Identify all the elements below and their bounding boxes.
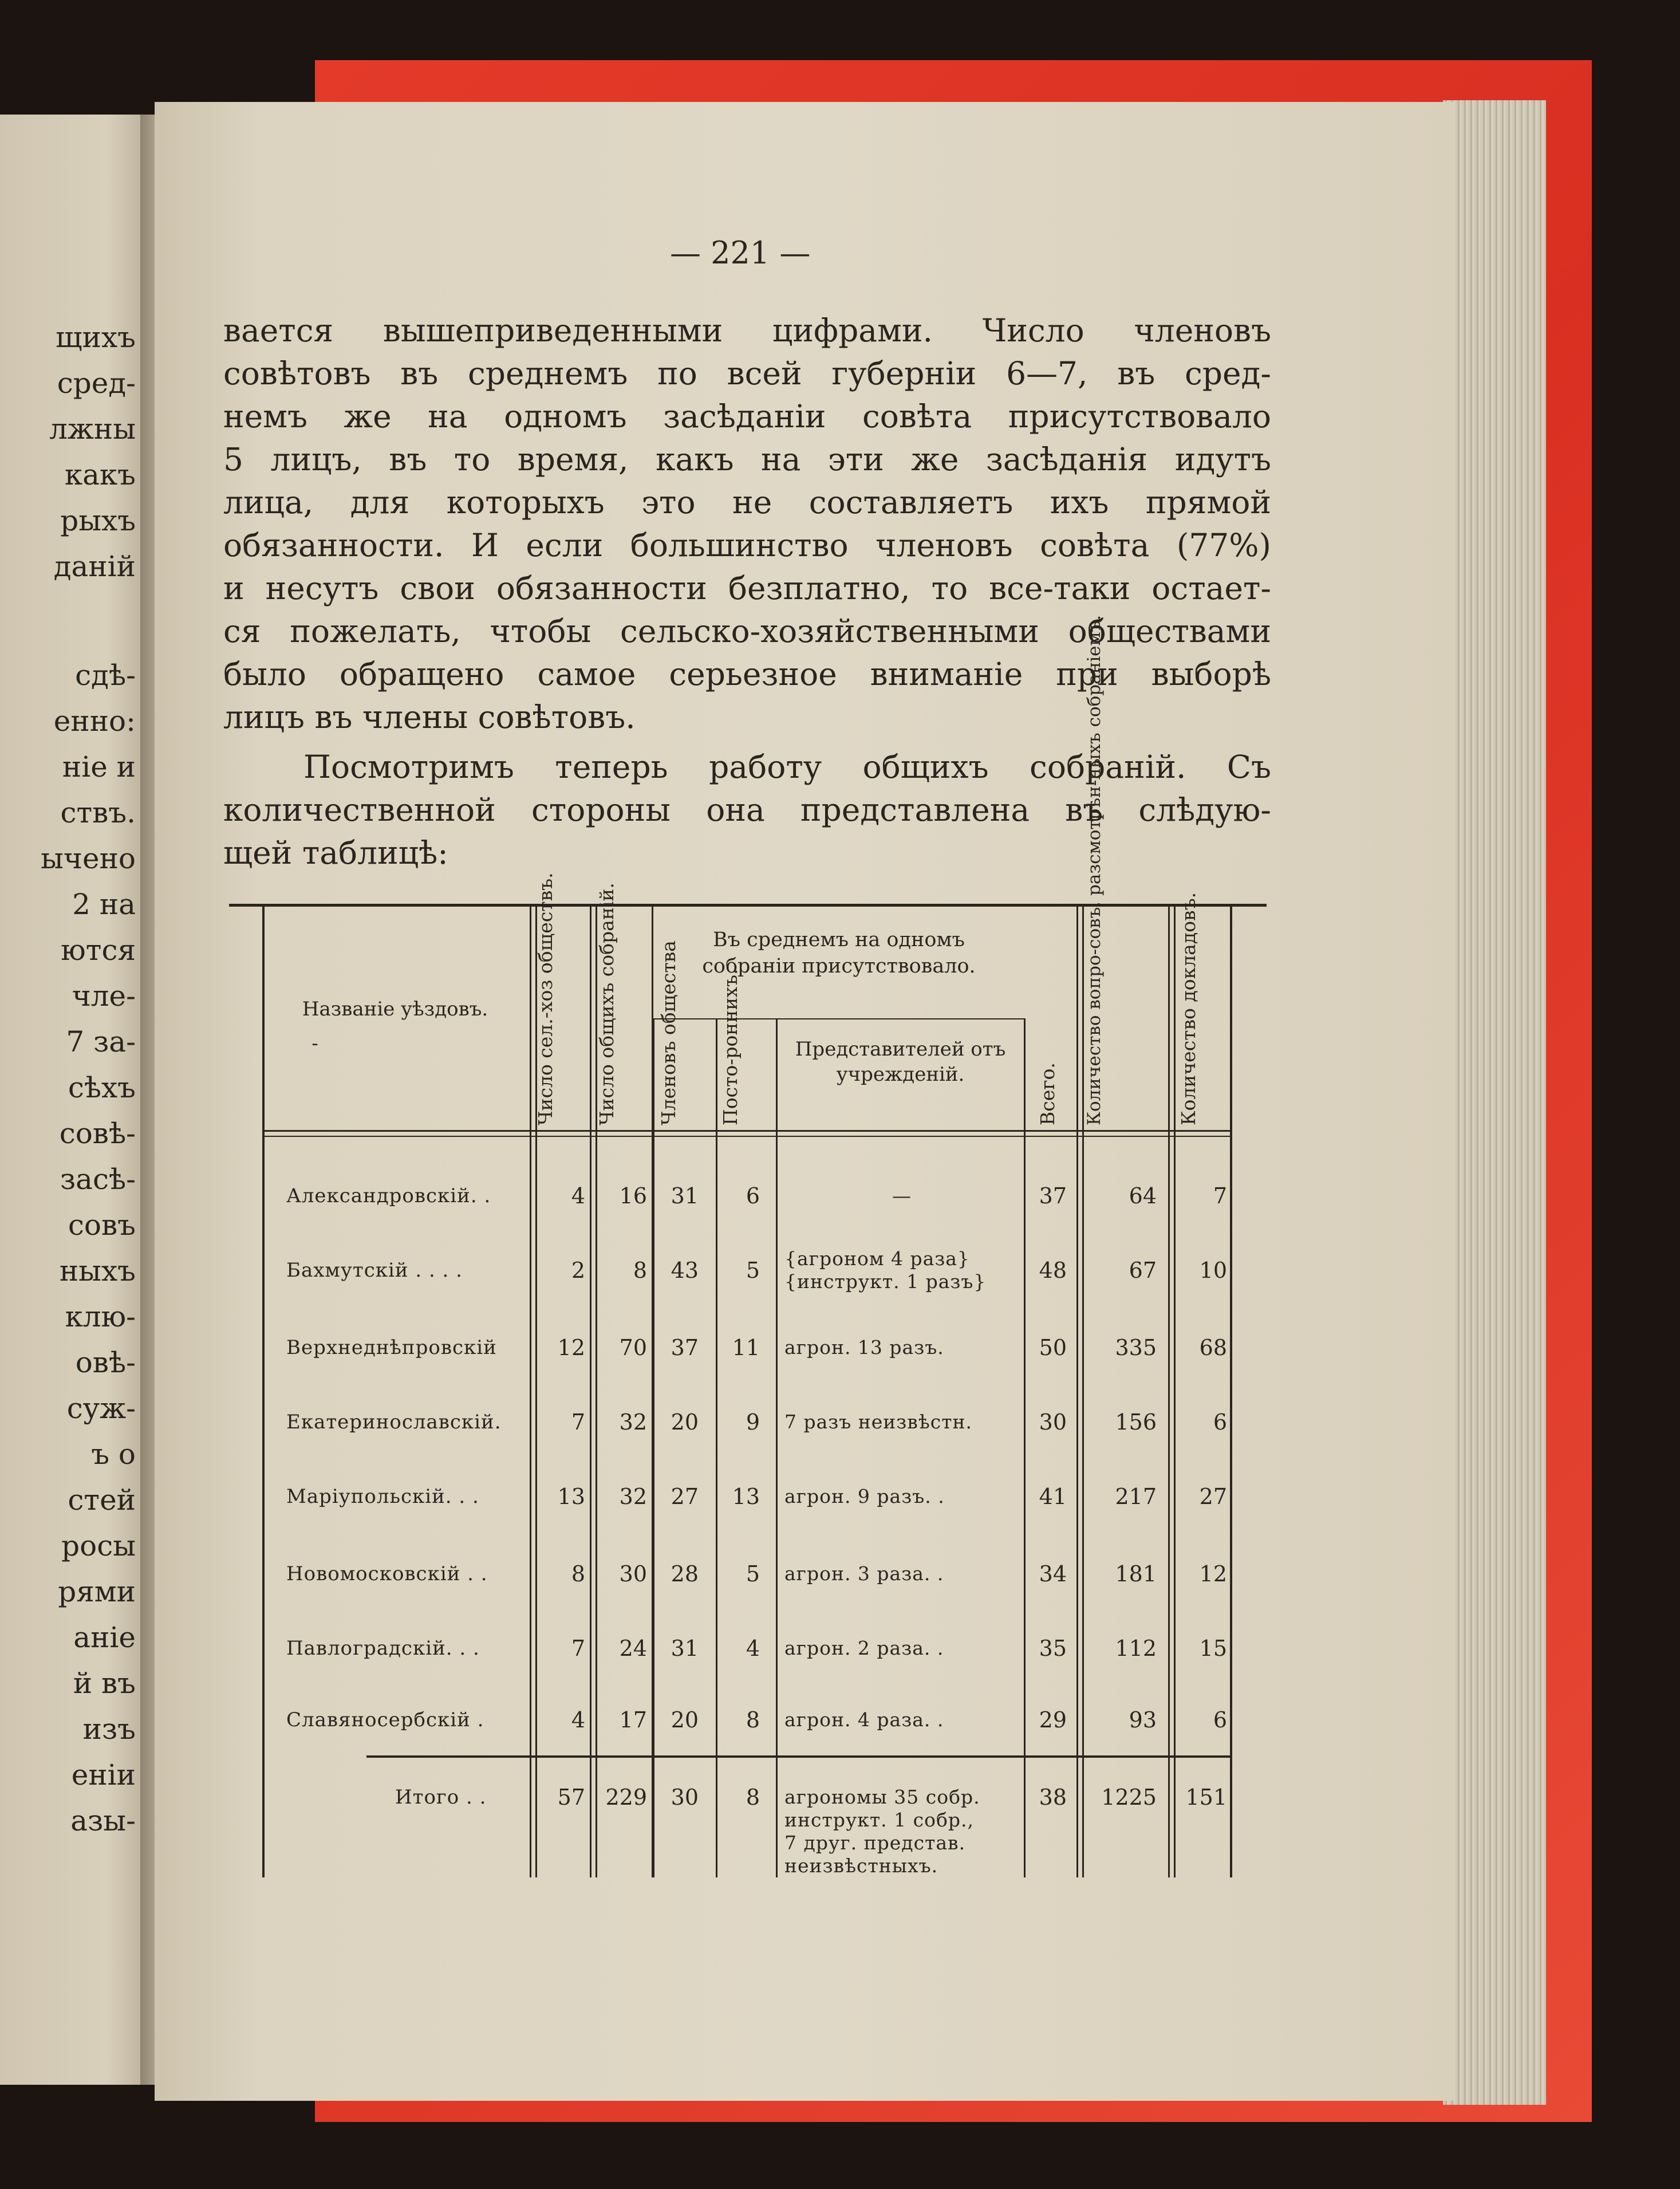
- cell-meetings: 70: [619, 1335, 647, 1360]
- cell-members: 27: [671, 1484, 699, 1509]
- text-line: вается вышеприведенными цифрами. Число членовъ: [223, 312, 1271, 349]
- district-name: Новомосковскій . .: [286, 1562, 488, 1585]
- cell-questions: 181: [1115, 1561, 1157, 1586]
- left-page-fragment: щихъ: [56, 321, 136, 354]
- district-name: Маріупольскій. . .: [286, 1485, 479, 1508]
- cell-representatives: инструкт. 1 собр.,: [784, 1809, 974, 1831]
- total-rule: [366, 1755, 1232, 1758]
- header-rule: [263, 1130, 1232, 1132]
- cell-questions: 93: [1129, 1707, 1157, 1733]
- text-line: лица, для которыхъ это не составляетъ ихъ прямой: [223, 484, 1271, 521]
- header-district-dash: -: [311, 1032, 318, 1055]
- left-page-fragment: сѣхъ: [68, 1071, 136, 1104]
- cell-members: 28: [671, 1561, 699, 1586]
- cell-reports: 7: [1213, 1183, 1227, 1208]
- group-rule: [652, 1018, 1024, 1019]
- header-outsiders: Посто-роннихъ.: [719, 968, 742, 1125]
- cell-members: 31: [671, 1183, 699, 1208]
- cell-societies: 2: [571, 1258, 585, 1283]
- header-meetings: Число общихъ собраній.: [596, 883, 618, 1125]
- cell-questions: 335: [1115, 1335, 1157, 1360]
- cell-members: 20: [671, 1707, 699, 1733]
- page-edges: [1443, 100, 1546, 2105]
- left-page-fragment: ніе и: [62, 750, 136, 784]
- district-name: Итого . .: [395, 1786, 487, 1809]
- left-page-fragment: ычено: [41, 842, 136, 875]
- district-name: Павлоградскій. . .: [286, 1637, 480, 1660]
- text-line: было обращено самое серьезное вниманіе при выборѣ: [223, 656, 1271, 692]
- district-name: Бахмутскій . . . .: [286, 1259, 463, 1282]
- header-reports: Количество докладовъ.: [1177, 892, 1200, 1125]
- left-page-fragment: ются: [61, 934, 136, 967]
- cell-societies: 13: [557, 1484, 585, 1509]
- left-page-fragment: сред-: [57, 367, 136, 400]
- col-divider: [590, 907, 591, 1877]
- cell-total: 48: [1039, 1258, 1067, 1283]
- col-divider: [716, 1018, 717, 1877]
- cell-members: 30: [671, 1785, 699, 1810]
- left-page-fragment: еніи: [71, 1758, 136, 1792]
- cell-meetings: 16: [619, 1183, 647, 1208]
- cell-outsiders: 5: [746, 1258, 760, 1283]
- cell-questions: 112: [1115, 1636, 1157, 1661]
- district-name: Славяносербскій .: [286, 1708, 484, 1731]
- left-page-fragment: сдѣ-: [75, 659, 136, 692]
- cell-representatives: агрон. 3 раза. .: [784, 1562, 944, 1585]
- page-number: — 221 —: [670, 235, 811, 271]
- cell-questions: 64: [1129, 1183, 1157, 1208]
- cell-outsiders: 8: [746, 1785, 760, 1810]
- cell-societies: 7: [571, 1410, 585, 1435]
- header-members: Членовъ общества: [657, 940, 680, 1125]
- left-page-fragment: овѣ-: [75, 1346, 136, 1379]
- cell-reports: 12: [1199, 1561, 1227, 1586]
- district-name: Верхнеднѣпровскій: [286, 1336, 497, 1359]
- left-page-fragment: какъ: [64, 458, 136, 491]
- cell-members: 31: [671, 1636, 699, 1661]
- cell-societies: 4: [571, 1707, 585, 1733]
- left-page-fragment: совъ: [68, 1208, 136, 1242]
- cell-total: 50: [1039, 1335, 1067, 1360]
- text-line: немъ же на одномъ засѣданіи совѣта присутствовало: [223, 398, 1271, 435]
- left-page-fragment: ствъ.: [60, 796, 136, 829]
- left-page-fragment: рыхъ: [60, 504, 136, 537]
- left-page-fragment: росы: [61, 1529, 136, 1562]
- text-line: 5 лицъ, въ то время, какъ на эти же засѣданія идутъ: [223, 441, 1271, 478]
- left-page-fragment: 2 на: [72, 888, 136, 921]
- col-divider: [653, 1018, 654, 1877]
- cell-representatives: 7 разъ неизвѣстн.: [784, 1411, 972, 1433]
- text-line: и несутъ свои обязанности безплатно, то все-таки остает-: [223, 570, 1271, 607]
- col-divider: [776, 1018, 778, 1877]
- cell-questions: 67: [1129, 1258, 1157, 1283]
- text-line: щей таблицѣ:: [223, 834, 448, 871]
- text-line: совѣтовъ въ среднемъ по всей губерніи 6—7, въ сред-: [223, 355, 1271, 392]
- left-border: [262, 907, 265, 1877]
- left-page-fragment: лжны: [49, 412, 136, 446]
- left-page-fragment: азы-: [70, 1804, 136, 1837]
- cell-societies: 7: [571, 1636, 585, 1661]
- col-divider: [530, 907, 531, 1877]
- left-page-fragment: изъ: [82, 1712, 136, 1746]
- cell-societies: 4: [571, 1183, 585, 1208]
- text-line: лицъ въ члены совѣтовъ.: [223, 699, 636, 735]
- cell-societies: 8: [571, 1561, 585, 1586]
- cell-societies: 57: [557, 1785, 585, 1810]
- cell-outsiders: 13: [732, 1484, 760, 1509]
- cell-representatives: неизвѣстныхъ.: [784, 1855, 938, 1877]
- cell-questions: 1225: [1101, 1785, 1157, 1810]
- left-page: [0, 115, 152, 2085]
- left-page-fragment: стей: [68, 1483, 136, 1517]
- col-divider: [1174, 907, 1176, 1877]
- col-divider: [1024, 1018, 1026, 1877]
- cell-outsiders: 11: [732, 1335, 760, 1360]
- cell-members: 37: [671, 1335, 699, 1360]
- cell-total: 35: [1039, 1636, 1067, 1661]
- header-questions: Количество вопро-совъ, разсмотрѣн-ныхъ собраніемъ.: [1084, 615, 1105, 1125]
- left-page-fragment: ныхъ: [59, 1254, 136, 1288]
- cell-members: 20: [671, 1410, 699, 1435]
- left-page-fragment: чле-: [72, 979, 136, 1013]
- left-page-fragment: рями: [58, 1575, 136, 1608]
- cell-outsiders: 5: [746, 1561, 760, 1586]
- cell-outsiders: 9: [746, 1410, 760, 1435]
- cell-meetings: 229: [605, 1785, 647, 1810]
- cell-reports: 151: [1185, 1785, 1227, 1810]
- district-name: Екатеринославскій.: [286, 1411, 502, 1434]
- left-page-fragment: засѣ-: [60, 1163, 136, 1196]
- paragraph-2: [223, 746, 1271, 875]
- cell-representatives: агрон. 9 разъ. .: [784, 1485, 945, 1507]
- cell-meetings: 8: [633, 1258, 647, 1283]
- left-page-fragment: 7 за-: [66, 1025, 136, 1058]
- cell-societies: 12: [557, 1335, 585, 1360]
- cell-representatives: —: [892, 1184, 912, 1207]
- cell-representatives: агрон. 2 раза. .: [784, 1637, 944, 1659]
- district-name: Александровскій. .: [286, 1184, 491, 1207]
- col-divider: [1076, 907, 1078, 1877]
- text-line: обязанности. И если большинство членовъ совѣта (77%): [223, 527, 1271, 564]
- cell-total: 41: [1039, 1484, 1067, 1509]
- header-societies: Число сел.-хоз обществъ.: [534, 872, 557, 1125]
- cell-representatives: агрон. 4 раза. .: [784, 1708, 944, 1731]
- cell-total: 30: [1039, 1410, 1067, 1435]
- cell-representatives: 7 друг. представ.: [784, 1832, 966, 1854]
- cell-reports: 27: [1199, 1484, 1227, 1509]
- header-representatives: Представителей отъ учрежденій.: [795, 1038, 1006, 1086]
- cell-outsiders: 4: [746, 1636, 760, 1661]
- cell-meetings: 32: [619, 1410, 647, 1435]
- cell-representatives: агрон. 13 разъ.: [784, 1336, 944, 1359]
- cell-total: 37: [1039, 1183, 1067, 1208]
- cell-meetings: 17: [619, 1707, 647, 1733]
- text-line: ся пожелать, чтобы сельско-хозяйственными обществами: [223, 613, 1271, 649]
- cell-questions: 217: [1115, 1484, 1157, 1509]
- cell-meetings: 32: [619, 1484, 647, 1509]
- cell-representatives: {инструкт. 1 разъ}: [784, 1270, 987, 1293]
- text-line: количественной стороны она представлена въ слѣдую-: [223, 792, 1271, 828]
- left-page-fragment: енно:: [53, 704, 136, 738]
- cell-representatives: {агроном 4 раза}: [784, 1247, 970, 1270]
- cell-reports: 68: [1199, 1335, 1227, 1360]
- paragraph-1: [223, 309, 1271, 739]
- cell-questions: 156: [1115, 1410, 1157, 1435]
- cell-reports: 10: [1199, 1258, 1227, 1283]
- cell-outsiders: 8: [746, 1707, 760, 1733]
- cell-meetings: 24: [619, 1636, 647, 1661]
- cell-reports: 6: [1213, 1410, 1227, 1435]
- cell-total: 29: [1039, 1707, 1067, 1733]
- cell-total: 38: [1039, 1785, 1067, 1810]
- cell-total: 34: [1039, 1561, 1067, 1586]
- header-rule-2: [263, 1136, 1232, 1137]
- cell-outsiders: 6: [746, 1183, 760, 1208]
- header-district: Названіе уѣздовъ.: [302, 998, 488, 1021]
- left-page-fragment: суж-: [66, 1392, 136, 1425]
- header-group: Въ среднемъ на одномъ собраніи присутствовало.: [702, 928, 976, 978]
- col-divider: [1168, 907, 1170, 1877]
- right-border: [1230, 907, 1232, 1877]
- cell-representatives: агрономы 35 собр.: [784, 1786, 980, 1808]
- left-page-fragment: совѣ-: [59, 1117, 136, 1150]
- left-page-fragment: ъ о: [91, 1438, 136, 1471]
- cell-meetings: 30: [619, 1561, 647, 1586]
- cell-reports: 6: [1213, 1707, 1227, 1733]
- text-line: Посмотримъ теперь работу общихъ собраній. Съ: [303, 749, 1271, 785]
- left-page-fragment: аніе: [73, 1621, 136, 1654]
- left-page-fragment: даній: [53, 550, 136, 583]
- header-total: Всего.: [1036, 1062, 1059, 1125]
- left-page-fragment: клю-: [65, 1300, 136, 1333]
- table-top-rule: [229, 904, 1267, 907]
- left-page-fragment: й въ: [73, 1667, 136, 1700]
- cell-reports: 15: [1199, 1636, 1227, 1661]
- cell-members: 43: [671, 1258, 699, 1283]
